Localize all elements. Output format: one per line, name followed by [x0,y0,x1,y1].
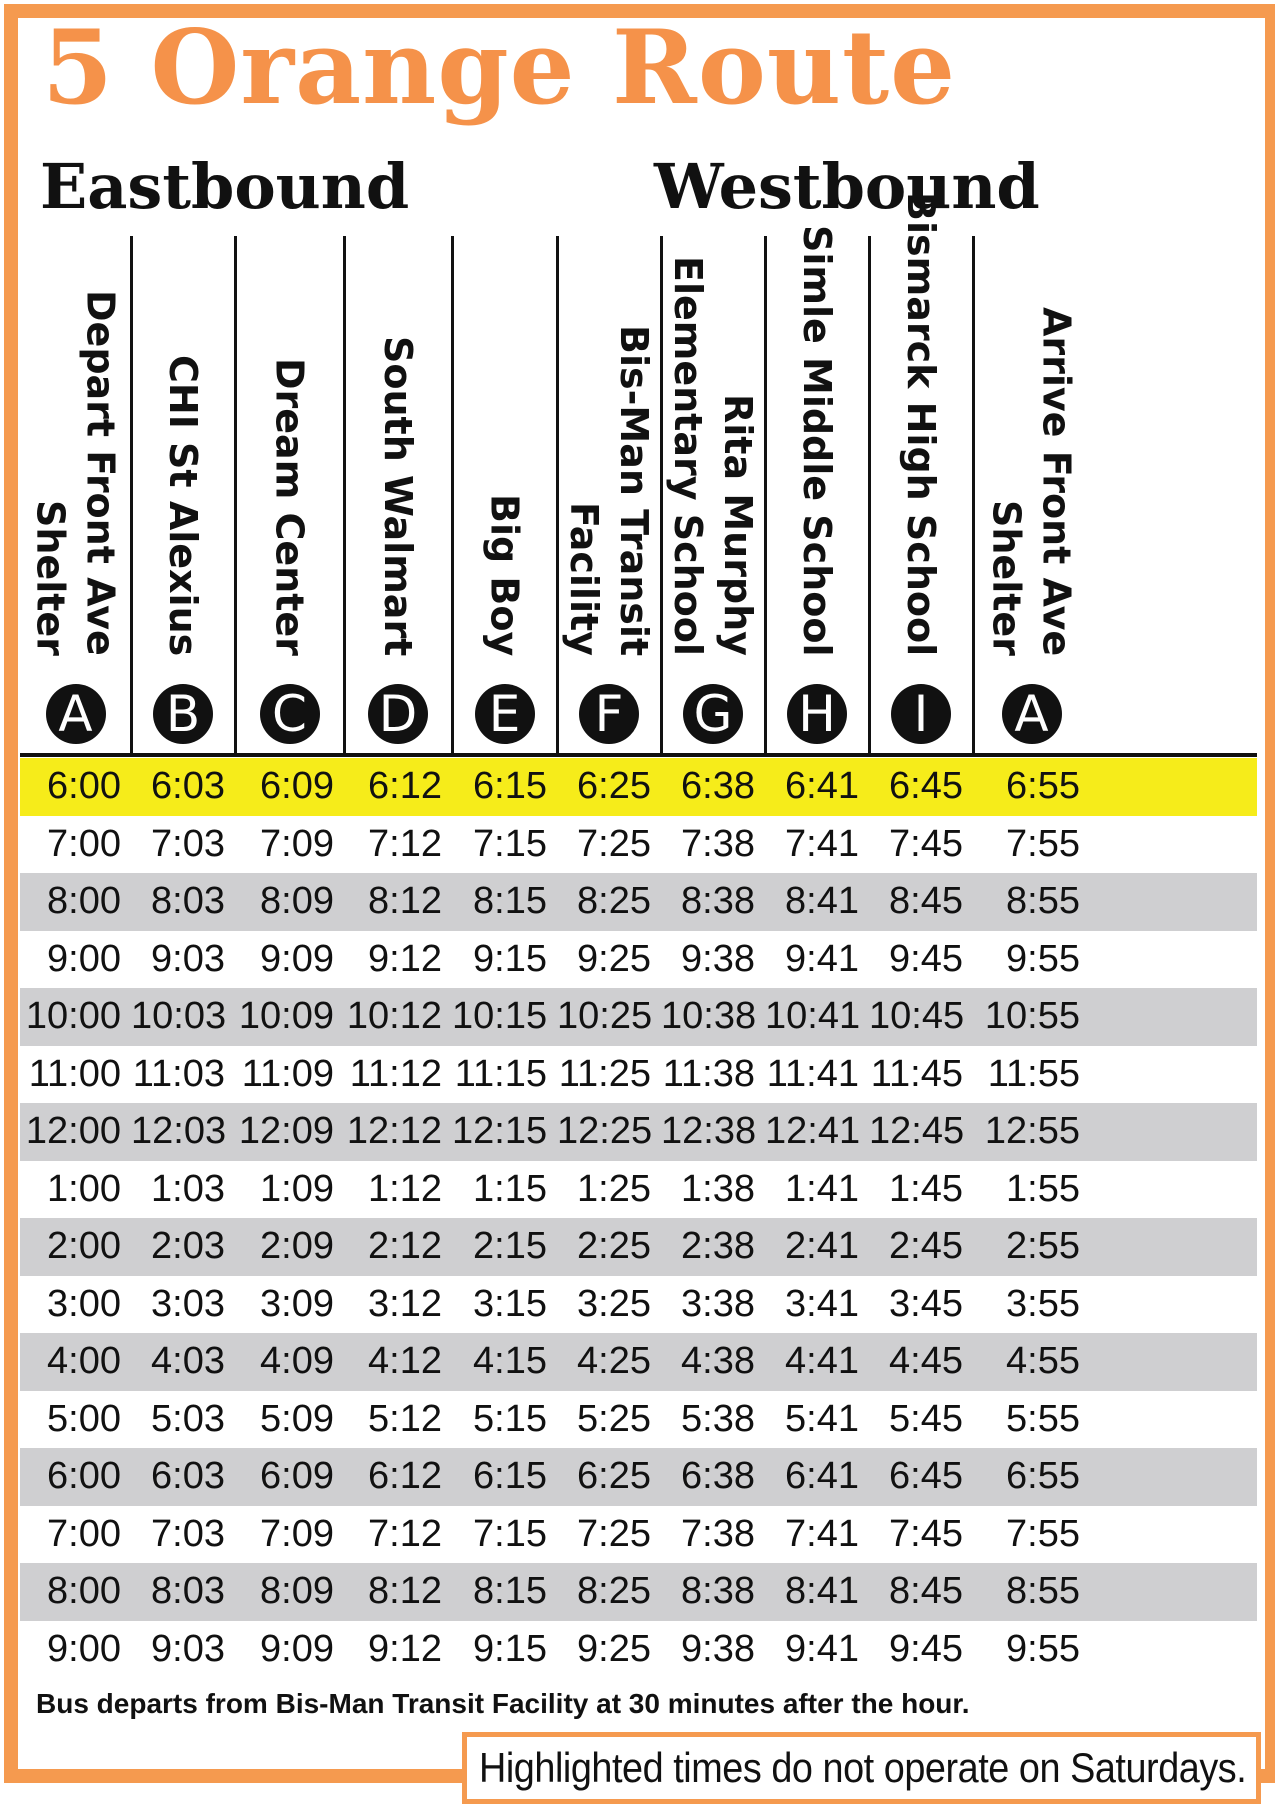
time-cell: 9:38 [681,937,755,980]
time-cell: 1:25 [577,1167,651,1210]
time-cell: 3:41 [785,1282,859,1325]
timetable-row [20,1103,1257,1161]
stop-column-header [344,236,452,756]
time-cell: 8:09 [260,1570,334,1612]
time-cell: 3:38 [681,1282,755,1325]
column-separator [764,236,767,756]
time-cell: 3:00 [47,1282,121,1325]
time-cell: 3:45 [889,1282,963,1325]
time-cell: 7:09 [260,1512,334,1555]
time-cell: 7:45 [889,822,963,865]
time-cell: 7:03 [151,1512,225,1555]
time-cell: 6:15 [473,765,547,807]
time-cell: 6:03 [151,1455,225,1497]
time-cell: 6:12 [368,1455,442,1497]
time-cell: 7:12 [368,1512,442,1555]
stop-letter-badge: A [1002,684,1062,744]
time-cell: 7:00 [47,822,121,865]
time-cell: 9:15 [473,1627,547,1670]
time-cell: 8:41 [785,1570,859,1612]
stop-name: Rita Murphy Elementary School [666,256,760,656]
time-cell: 5:15 [473,1397,547,1440]
stop-column-header [661,236,765,756]
column-separator [660,236,663,756]
time-cell: 6:09 [260,1455,334,1497]
time-cell: 7:55 [1006,822,1080,865]
time-cell: 9:09 [260,937,334,980]
time-cell: 3:55 [1006,1282,1080,1325]
time-cell: 3:03 [151,1282,225,1325]
stop-name: CHI St Alexius [161,354,205,656]
time-cell: 4:03 [151,1340,225,1382]
stop-name: Bismarck High School [899,191,943,656]
time-cell: 8:55 [1006,1570,1080,1612]
time-cell: 9:00 [47,1627,121,1670]
time-cell: 10:00 [25,995,121,1037]
time-cell: 7:15 [473,822,547,865]
time-cell: 6:45 [889,765,963,807]
time-cell: 4:09 [260,1340,334,1382]
time-cell: 8:45 [889,880,963,922]
time-cell: 6:41 [785,1455,859,1497]
time-cell: 8:25 [577,880,651,922]
time-cell: 2:00 [47,1225,121,1267]
timetable-row [20,1276,1257,1334]
time-cell: 6:00 [47,765,121,807]
time-cell: 3:12 [368,1282,442,1325]
stop-name: Big Boy [482,493,527,656]
time-cell: 11:12 [349,1052,442,1095]
time-cell: 8:15 [473,1570,547,1612]
column-separator [130,236,133,756]
column-separator [234,236,237,756]
route-title: 5 Orange Route [42,8,957,128]
time-cell: 8:12 [368,1570,442,1612]
time-cell: 10:55 [984,995,1080,1037]
time-cell: 9:41 [785,937,859,980]
time-cell: 7:38 [681,1512,755,1555]
time-cell: 7:45 [889,1512,963,1555]
time-cell: 6:25 [577,1455,651,1497]
time-cell: 9:45 [889,937,963,980]
time-cell: 1:41 [785,1167,859,1210]
time-cell: 1:55 [1006,1167,1080,1210]
time-cell: 5:38 [681,1397,755,1440]
time-cell: 12:09 [238,1110,334,1152]
time-cell: 5:41 [785,1397,859,1440]
time-cell: 12:38 [661,1110,757,1152]
saturday-note: Highlighted times do not operate on Saturdays. [479,1744,1247,1791]
timetable-row [20,1391,1257,1449]
timetable-row [20,1621,1257,1679]
time-cell: 8:38 [681,880,755,922]
time-cell: 4:41 [785,1340,859,1382]
time-cell: 6:15 [473,1455,547,1497]
time-cell: 7:25 [577,1512,651,1555]
time-cell: 12:55 [984,1110,1080,1152]
timetable [20,758,1257,1678]
time-cell: 6:38 [681,1455,755,1497]
time-cell: 8:25 [577,1570,651,1612]
westbound-label: Westbound [654,150,1040,223]
timetable-row [20,1161,1257,1219]
time-cell: 8:00 [47,880,121,922]
time-cell: 12:45 [869,1110,965,1152]
time-cell: 4:25 [577,1340,651,1382]
time-cell: 5:55 [1006,1397,1080,1440]
time-cell: 7:03 [151,822,225,865]
eastbound-label: Eastbound [40,150,410,223]
time-cell: 10:25 [557,995,653,1037]
time-cell: 5:00 [47,1397,121,1440]
stops-header [20,191,1257,756]
stop-name: Depart Front Ave Shelter [28,290,123,656]
time-cell: 9:45 [889,1627,963,1670]
time-cell: 2:15 [473,1225,547,1267]
stop-name: Dream Center [267,358,312,656]
time-cell: 2:41 [785,1225,859,1267]
time-cell: 12:25 [557,1110,653,1152]
time-cell: 11:15 [454,1052,547,1095]
time-cell: 4:00 [47,1340,121,1382]
time-cell: 12:00 [25,1110,121,1152]
timetable-row [20,1046,1257,1104]
stop-column-header [131,236,235,756]
time-cell: 2:45 [889,1225,963,1267]
time-cell: 9:00 [47,937,121,980]
time-cell: 2:38 [681,1225,755,1267]
stop-column-header [557,236,661,756]
time-cell: 3:09 [260,1282,334,1325]
time-cell: 7:25 [577,822,651,865]
time-cell: 8:09 [260,880,334,922]
time-cell: 12:41 [765,1110,861,1152]
time-cell: 11:45 [870,1052,963,1095]
time-cell: 6:38 [681,765,755,807]
time-cell: 8:55 [1006,880,1080,922]
time-cell: 6:00 [47,1455,121,1497]
time-cell: 6:12 [368,765,442,807]
stop-letter-badge: B [153,684,213,744]
time-cell: 1:03 [151,1167,225,1210]
time-cell: 8:41 [785,880,859,922]
timetable-row [20,988,1257,1046]
time-cell: 10:03 [131,995,227,1037]
time-cell: 12:15 [452,1110,548,1152]
timetable-row [20,1563,1257,1621]
time-cell: 8:38 [681,1570,755,1612]
time-cell: 2:03 [151,1225,225,1267]
time-cell: 11:09 [241,1052,334,1095]
time-cell: 9:12 [368,937,442,980]
time-cell: 4:45 [889,1340,963,1382]
timetable-row [20,873,1257,931]
time-cell: 11:55 [987,1052,1080,1095]
stop-name: Bis-Man Transit Facility [562,324,656,656]
time-cell: 11:25 [558,1052,651,1095]
time-cell: 5:12 [368,1397,442,1440]
time-cell: 6:41 [785,765,859,807]
time-cell: 6:25 [577,765,651,807]
timetable-row [20,1218,1257,1276]
time-cell: 6:03 [151,765,225,807]
time-cell: 2:12 [368,1225,442,1267]
time-cell: 9:25 [577,1627,651,1670]
time-cell: 11:41 [766,1052,859,1095]
stop-name: Arrive Front Ave Shelter [984,306,1079,656]
time-cell: 4:38 [681,1340,755,1382]
time-cell: 10:09 [238,995,334,1037]
column-separator [556,236,559,756]
departure-footnote: Bus departs from Bis-Man Transit Facility at 30 minutes after the hour. [36,1688,970,1719]
timetable-row [20,931,1257,989]
time-cell: 9:38 [681,1627,755,1670]
time-cell: 8:15 [473,880,547,922]
stop-letter-badge: A [46,684,106,744]
stop-letter-badge: H [787,684,847,744]
time-cell: 10:45 [869,995,965,1037]
stop-column-header [235,236,344,756]
time-cell: 4:15 [473,1340,547,1382]
time-cell: 11:03 [132,1052,225,1095]
stop-name: Simle Middle School [795,224,839,656]
time-cell: 8:03 [151,880,225,922]
stop-letter-badge: G [683,684,743,744]
time-cell: 1:15 [473,1167,547,1210]
time-cell: 7:41 [785,822,859,865]
time-cell: 4:55 [1006,1340,1080,1382]
time-cell: 1:38 [681,1167,755,1210]
time-cell: 1:12 [368,1167,442,1210]
time-cell: 7:38 [681,822,755,865]
time-cell: 1:45 [889,1167,963,1210]
timetable-row-highlighted [20,758,1257,816]
time-cell: 10:38 [661,995,757,1037]
header-rule [20,753,1257,757]
stop-letter-badge: F [579,684,639,744]
time-cell: 1:00 [47,1167,121,1210]
time-cell: 9:15 [473,937,547,980]
time-cell: 6:55 [1006,1455,1080,1497]
time-cell: 7:09 [260,822,334,865]
time-cell: 10:41 [765,995,861,1037]
time-cell: 11:38 [662,1052,755,1095]
column-separator [451,236,454,756]
time-cell: 7:00 [47,1512,121,1555]
time-cell: 3:15 [473,1282,547,1325]
time-cell: 12:12 [346,1110,442,1152]
time-cell: 8:45 [889,1570,963,1612]
time-cell: 11:00 [28,1052,121,1095]
time-cell: 6:55 [1006,765,1080,807]
stop-name: South Walmart [376,335,420,656]
time-cell: 9:55 [1006,1627,1080,1670]
time-cell: 6:45 [889,1455,963,1497]
time-cell: 2:55 [1006,1225,1080,1267]
timetable-row [20,1333,1257,1391]
stop-letter-badge: C [260,684,320,744]
time-cell: 9:12 [368,1627,442,1670]
time-cell: 8:00 [47,1570,121,1612]
time-cell: 2:25 [577,1225,651,1267]
stop-column-header [869,191,973,756]
time-cell: 9:03 [151,937,225,980]
time-cell: 9:03 [151,1627,225,1670]
stop-column-header [20,236,131,756]
stop-column-header [452,236,557,756]
stop-letter-badge: D [368,684,428,744]
time-cell: 4:12 [368,1340,442,1382]
timetable-row [20,816,1257,874]
stop-letter-badge: I [891,684,951,744]
time-cell: 5:09 [260,1397,334,1440]
time-cell: 7:55 [1006,1512,1080,1555]
saturday-note-box [462,1732,1261,1804]
stop-column-header [765,224,869,756]
timetable-row [20,1506,1257,1564]
time-cell: 1:09 [260,1167,334,1210]
time-cell: 6:09 [260,765,334,807]
time-cell: 7:12 [368,822,442,865]
time-cell: 5:45 [889,1397,963,1440]
time-cell: 2:09 [260,1225,334,1267]
column-separator [868,236,871,756]
time-cell: 8:03 [151,1570,225,1612]
stop-column-header [973,236,1090,756]
column-separator [972,236,975,756]
time-cell: 10:15 [452,995,548,1037]
time-cell: 9:55 [1006,937,1080,980]
column-separator [343,236,346,756]
time-cell: 5:03 [151,1397,225,1440]
time-cell: 5:25 [577,1397,651,1440]
stop-letter-badge: E [475,684,535,744]
time-cell: 8:12 [368,880,442,922]
time-cell: 12:03 [131,1110,227,1152]
time-cell: 3:25 [577,1282,651,1325]
time-cell: 7:41 [785,1512,859,1555]
time-cell: 7:15 [473,1512,547,1555]
time-cell: 9:09 [260,1627,334,1670]
time-cell: 9:25 [577,937,651,980]
timetable-row [20,1448,1257,1506]
time-cell: 10:12 [346,995,442,1037]
time-cell: 9:41 [785,1627,859,1670]
